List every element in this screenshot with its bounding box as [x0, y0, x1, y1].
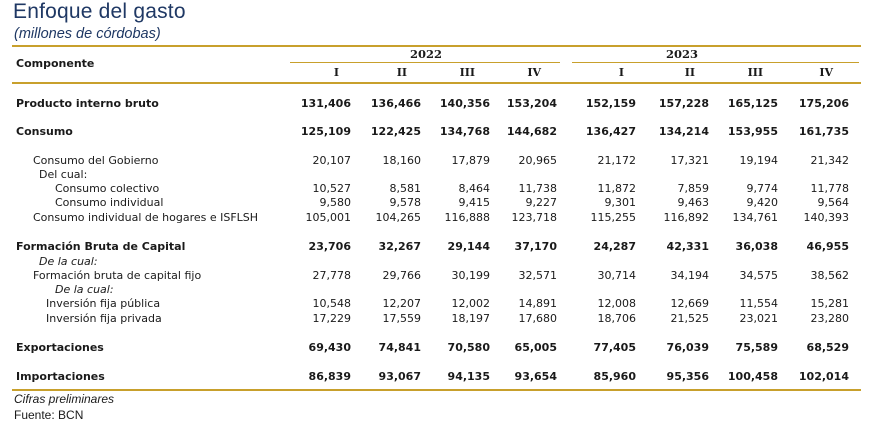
row-value: 104,265 [375, 211, 421, 224]
table-row [0, 125, 877, 140]
table-row [0, 283, 877, 298]
quarter-header: III [459, 66, 475, 79]
row-label: Producto interno bruto [16, 97, 159, 110]
row-label: Exportaciones [16, 341, 104, 354]
row-value: 77,405 [593, 341, 636, 354]
row-value: 17,559 [382, 312, 421, 325]
table-row [0, 97, 877, 112]
row-value: 125,109 [300, 125, 351, 138]
row-value: 7,859 [677, 182, 709, 195]
row-value: 23,021 [739, 312, 778, 325]
row-value: 14,891 [518, 297, 557, 310]
row-value: 76,039 [666, 341, 709, 354]
table-row [0, 312, 877, 327]
row-label: Consumo individual [55, 196, 164, 209]
row-value: 140,356 [439, 97, 490, 110]
row-value: 15,281 [810, 297, 849, 310]
row-value: 134,214 [658, 125, 709, 138]
row-value: 17,879 [451, 154, 490, 167]
row-value: 12,002 [451, 297, 490, 310]
row-value: 30,714 [597, 269, 636, 282]
row-value: 42,331 [666, 240, 709, 253]
row-value: 30,199 [451, 269, 490, 282]
table-subtitle: (millones de córdobas) [14, 26, 161, 42]
quarter-header: II [684, 66, 695, 79]
row-value: 11,738 [518, 182, 557, 195]
row-value: 17,229 [312, 312, 351, 325]
row-value: 36,038 [735, 240, 778, 253]
row-value: 134,761 [732, 211, 778, 224]
quarter-header: III [747, 66, 763, 79]
row-label: De la cual: [39, 255, 98, 268]
row-value: 21,342 [810, 154, 849, 167]
row-value: 11,872 [597, 182, 636, 195]
table-row [0, 196, 877, 211]
row-value: 11,554 [739, 297, 778, 310]
row-value: 21,525 [670, 312, 709, 325]
row-value: 34,194 [670, 269, 709, 282]
row-value: 65,005 [514, 341, 557, 354]
row-value: 18,706 [597, 312, 636, 325]
row-value: 86,839 [308, 370, 351, 383]
row-label: Importaciones [16, 370, 105, 383]
table-row [0, 255, 877, 270]
row-label: Consumo [16, 125, 73, 138]
table-row [0, 370, 877, 385]
row-value: 74,841 [378, 341, 421, 354]
row-value: 23,706 [308, 240, 351, 253]
row-value: 12,008 [597, 297, 636, 310]
row-value: 29,766 [382, 269, 421, 282]
row-label: Consumo individual de hogares e ISFLSH [33, 211, 259, 224]
row-value: 157,228 [658, 97, 709, 110]
row-value: 10,548 [312, 297, 351, 310]
row-value: 9,580 [319, 196, 351, 209]
row-value: 10,527 [312, 182, 351, 195]
row-value: 144,682 [506, 125, 557, 138]
footnote-source: Fuente: BCN [14, 408, 84, 422]
table-row [0, 154, 877, 169]
row-value: 85,960 [593, 370, 636, 383]
year-rule-2023 [572, 62, 859, 63]
row-value: 29,144 [447, 240, 490, 253]
row-value: 46,955 [806, 240, 849, 253]
row-value: 21,172 [597, 154, 636, 167]
row-value: 93,067 [378, 370, 421, 383]
header-bottom-rule [12, 82, 861, 84]
row-value: 9,463 [677, 196, 709, 209]
table-row [0, 168, 877, 183]
row-value: 20,107 [312, 154, 351, 167]
row-value: 9,774 [746, 182, 778, 195]
row-value: 9,420 [746, 196, 778, 209]
row-value: 131,406 [300, 97, 351, 110]
table-row [0, 182, 877, 197]
row-value: 94,135 [447, 370, 490, 383]
row-value: 32,571 [518, 269, 557, 282]
row-label: Formación Bruta de Capital [16, 240, 186, 253]
quarter-header: II [396, 66, 407, 79]
row-value: 17,321 [670, 154, 709, 167]
row-value: 12,207 [382, 297, 421, 310]
row-value: 136,427 [585, 125, 636, 138]
row-value: 134,768 [439, 125, 490, 138]
row-label: De la cual: [55, 283, 114, 296]
row-value: 136,466 [370, 97, 421, 110]
row-value: 105,001 [305, 211, 351, 224]
year-rule-2022 [290, 62, 560, 63]
footnote-preliminary: Cifras preliminares [14, 392, 115, 406]
row-value: 175,206 [798, 97, 849, 110]
component-header: Componente [16, 57, 95, 70]
row-value: 34,575 [739, 269, 778, 282]
row-value: 68,529 [806, 341, 849, 354]
row-value: 9,578 [389, 196, 421, 209]
row-value: 116,892 [663, 211, 709, 224]
row-value: 70,580 [447, 341, 490, 354]
row-value: 165,125 [727, 97, 778, 110]
row-value: 38,562 [810, 269, 849, 282]
table-row [0, 341, 877, 356]
row-label: Consumo del Gobierno [33, 154, 159, 167]
row-value: 37,170 [514, 240, 557, 253]
row-value: 18,160 [382, 154, 421, 167]
quarter-header: IV [819, 66, 833, 79]
row-value: 9,564 [817, 196, 849, 209]
row-value: 20,965 [518, 154, 557, 167]
quarter-header: IV [527, 66, 541, 79]
bottom-rule [12, 389, 861, 391]
row-value: 23,280 [810, 312, 849, 325]
row-label: Formación bruta de capital fijo [33, 269, 202, 282]
row-value: 153,204 [506, 97, 557, 110]
table-title: Enfoque del gasto [13, 0, 186, 23]
row-value: 75,589 [735, 341, 778, 354]
row-label: Del cual: [39, 168, 88, 181]
year-header-2022: 2022 [410, 47, 443, 61]
row-value: 115,255 [590, 211, 636, 224]
row-value: 140,393 [803, 211, 849, 224]
row-value: 122,425 [370, 125, 421, 138]
row-value: 9,415 [458, 196, 490, 209]
row-value: 24,287 [593, 240, 636, 253]
row-value: 11,778 [810, 182, 849, 195]
quarter-header: I [618, 66, 624, 79]
row-value: 8,581 [389, 182, 421, 195]
row-value: 152,159 [585, 97, 636, 110]
row-label: Inversión fija privada [46, 312, 162, 325]
row-value: 19,194 [739, 154, 778, 167]
row-label: Inversión fija pública [46, 297, 161, 310]
row-value: 9,227 [525, 196, 557, 209]
row-value: 9,301 [604, 196, 636, 209]
row-label: Consumo colectivo [55, 182, 160, 195]
row-value: 69,430 [308, 341, 351, 354]
row-value: 100,458 [727, 370, 778, 383]
row-value: 8,464 [458, 182, 490, 195]
row-value: 123,718 [511, 211, 557, 224]
row-value: 17,680 [518, 312, 557, 325]
quarter-header: I [333, 66, 339, 79]
table-row [0, 269, 877, 284]
row-value: 12,669 [670, 297, 709, 310]
table-row [0, 211, 877, 226]
row-value: 95,356 [666, 370, 709, 383]
row-value: 93,654 [514, 370, 557, 383]
row-value: 161,735 [798, 125, 849, 138]
row-value: 153,955 [727, 125, 778, 138]
table-row [0, 240, 877, 255]
table-row [0, 297, 877, 312]
row-value: 102,014 [798, 370, 849, 383]
row-value: 116,888 [444, 211, 490, 224]
row-value: 32,267 [378, 240, 421, 253]
year-header-2023: 2023 [666, 47, 699, 61]
row-value: 27,778 [312, 269, 351, 282]
row-value: 18,197 [451, 312, 490, 325]
